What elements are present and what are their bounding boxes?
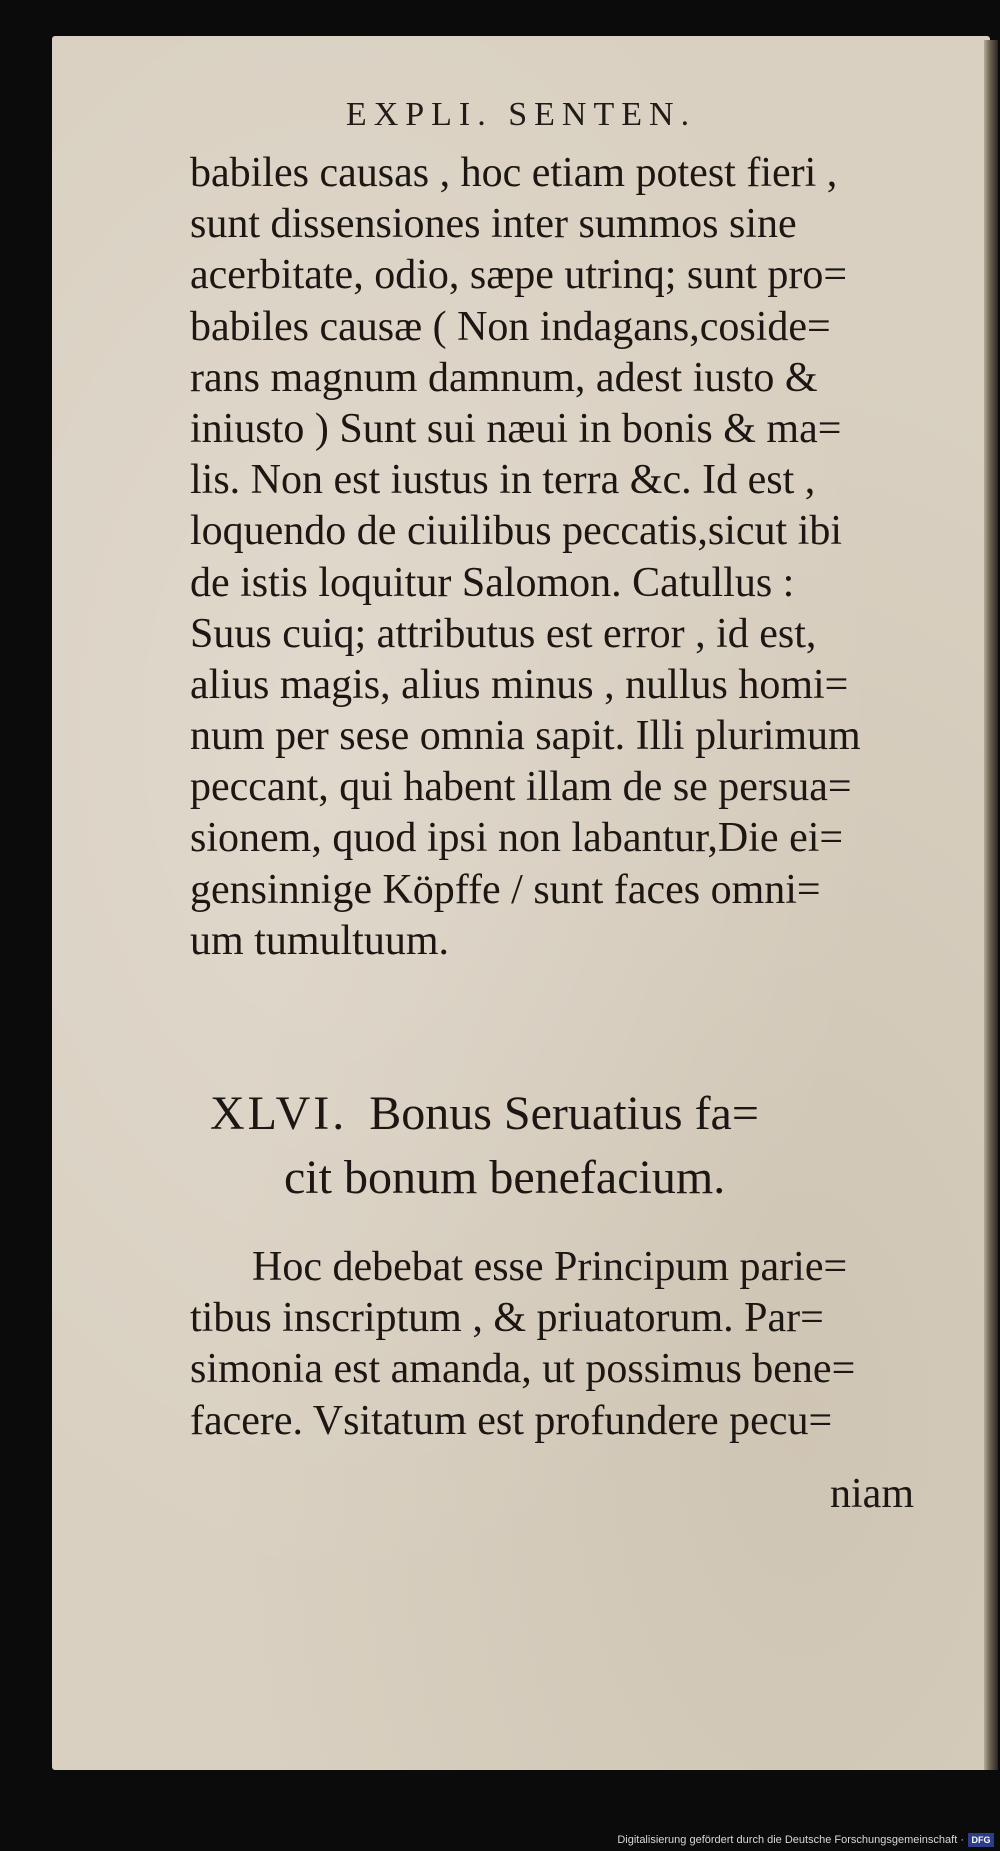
dfg-logo-badge: DFG — [968, 1833, 994, 1847]
text-line: lis. Non est iustus in terra &c. Id est , — [190, 457, 816, 504]
text-line: acerbitate, odio, sæpe utrinq; sunt pro= — [190, 252, 848, 299]
page-edge — [984, 40, 998, 1770]
text-line: sionem, quod ipsi non labantur,Die ei= — [190, 815, 844, 862]
text-line: babiles causæ ( Non indagans,coside= — [190, 303, 831, 350]
section-title-part-1: Bonus Seruatius fa= — [369, 1087, 759, 1140]
section-heading-line-1 — [210, 1082, 930, 1146]
text-line: de istis loquitur Salomon. Catullus : — [190, 559, 795, 606]
section-heading — [210, 1082, 930, 1210]
text-line: peccant, qui habent illam de se persua= — [190, 764, 852, 811]
text-line: Hoc debebat esse Principum parie= — [252, 1244, 848, 1290]
text-line: tibus inscriptum , & priuatorum. Par= — [190, 1295, 824, 1342]
text-line: um tumultuum. — [190, 917, 450, 964]
text-line: babiles causas , hoc etiam potest fieri , — [190, 150, 838, 196]
section-number: XLVI. — [210, 1087, 348, 1140]
text-line: loquendo de ciuilibus peccatis,sicut ibi — [190, 508, 843, 555]
digitization-credit: Digitalisierung gefördert durch die Deutsche Forschungsgemeinschaft · — [617, 1834, 964, 1846]
text-line: simonia est amanda, ut possimus bene= — [190, 1346, 856, 1393]
catchword: niam — [830, 1471, 914, 1517]
section-heading-line-2: cit bonum benefacium. — [284, 1151, 726, 1204]
text-line: Suus cuiq; attributus est error , id est, — [190, 610, 817, 657]
text-line: facere. Vsitatum est profundere pecu= — [190, 1397, 833, 1444]
paragraph-1 — [190, 148, 930, 967]
text-line: sunt dissensiones inter summos sine — [190, 201, 797, 248]
text-line: num per sese omnia sapit. Illi plurimum — [190, 713, 861, 760]
running-head: EXPLI. SENTEN. — [345, 96, 697, 133]
text-line: gensinnige Köpffe / sunt faces omni= — [190, 866, 821, 913]
paragraph-2 — [190, 1242, 930, 1447]
text-line: alius magis, alius minus , nullus homi= — [190, 661, 849, 708]
text-line: iniusto ) Sunt sui næui in bonis & ma= — [190, 405, 842, 452]
text-line: rans magnum damnum, adest iusto & — [190, 354, 818, 401]
